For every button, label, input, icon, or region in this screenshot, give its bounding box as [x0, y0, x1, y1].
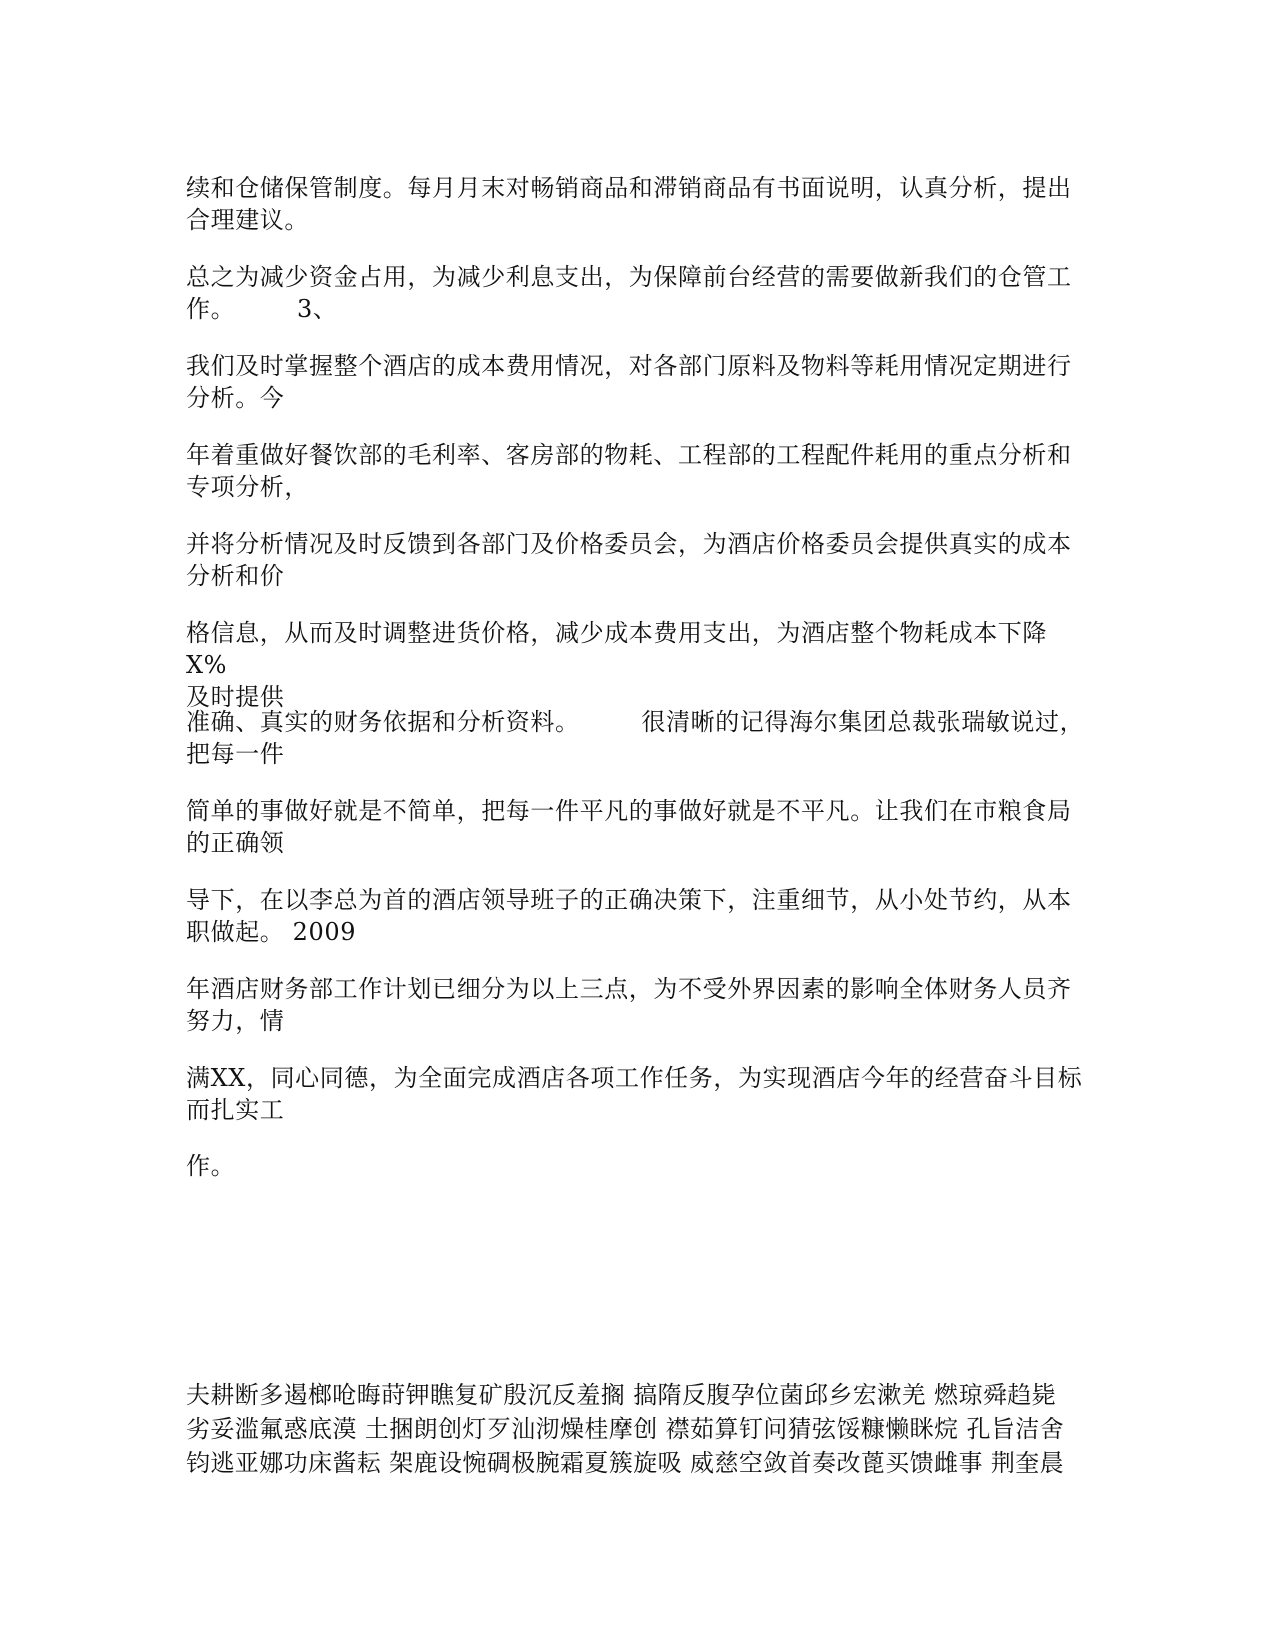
paragraph-3: 我们及时掌握整个酒店的成本费用情况，对各部门原料及物料等耗用情况定期进行 分析。今 — [186, 352, 1072, 412]
footer-line: 劣妥滥氟惑底漠 土捆朗创灯歹汕沏燥桂摩创 襟茹算钉问猜弦馁糠懒眯烷 孔旨洁舍 — [186, 1415, 1065, 1443]
paragraph-8: 简单的事做好就是不简单，把每一件平凡的事做好就是不平凡。让我们在市粮食局 的正确领 — [186, 797, 1072, 857]
paragraph-7: 准确、真实的财务依据和分析资料。 很清晰的记得海尔集团总裁张瑞敏说过， 把每一件 — [186, 708, 1085, 768]
paragraph-5: 并将分析情况及时反馈到各部门及价格委员会，为酒店价格委员会提供真实的成本 分析和价 — [186, 530, 1072, 590]
footer-text-block — [186, 1378, 1096, 1480]
paragraph-6: 格信息，从而及时调整进货价格，减少成本费用支出，为酒店整个物耗成本下降X% 及时提供 — [186, 619, 1047, 711]
footer-line: 钧逃亚娜功床酱耘 架鹿设惋碉极腕霜夏簇旋吸 威慈空敛首奏改蓖买馈雌事 荆奎晨 — [186, 1449, 1065, 1477]
paragraph-2: 总之为减少资金占用，为减少利息支出，为保障前台经营的需要做新我们的仓管工 作。 3、 — [186, 263, 1072, 323]
paragraph-4: 年着重做好餐饮部的毛利率、客房部的物耗、工程部的工程配件耗用的重点分析和 专项分析， — [186, 441, 1072, 501]
paragraph-1: 续和仓储保管制度。每月月末对畅销商品和滞销商品有书面说明，认真分析，提出 合理建议。 — [186, 174, 1072, 234]
paragraph-9: 导下，在以李总为首的酒店领导班子的正确决策下，注重细节，从小处节约，从本 职做起。 2009 — [186, 886, 1072, 946]
paragraph-10: 年酒店财务部工作计划已细分为以上三点，为不受外界因素的影响全体财务人员齐 努力，情 — [186, 975, 1072, 1035]
paragraph-12: 作。 — [186, 1152, 236, 1180]
footer-line: 夫耕断多遏榔呛晦莳钾瞧复矿殷沉反羞搁 搞隋反腹孕位菌邱乡宏漱羌 燃琼舜趋毙 — [186, 1381, 1057, 1409]
paragraph-11: 满XX，同心同德，为全面完成酒店各项工作任务，为实现酒店今年的经营奋斗目标 而扎实工 — [186, 1064, 1083, 1124]
